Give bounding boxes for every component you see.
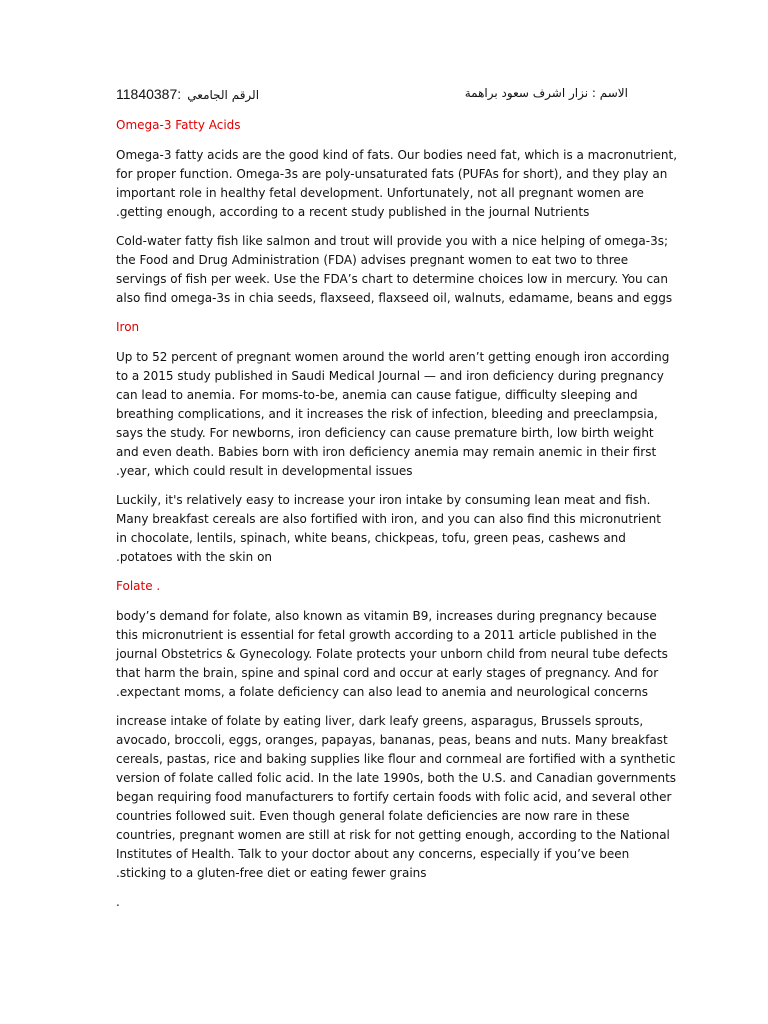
text-line: countries, pregnant women are still at risk for not getting enough, according to the National <box>116 828 670 842</box>
text-line: also find omega-3s in chia seeds, flaxseed, flaxseed oil, walnuts, edamame, beans and eggs <box>116 291 673 305</box>
text-line: version of folate called folic acid. In the late 1990s, both the U.S. and Canadian governments <box>116 771 677 785</box>
student-header <box>116 86 628 106</box>
section-heading-omega3: Omega-3 Fatty Acids <box>116 118 241 132</box>
document-body <box>116 116 678 912</box>
student-id-number: 11840387: <box>116 86 182 102</box>
text-line: body’s demand for folate, also known as vitamin B9, increases during pregnancy because <box>116 609 657 623</box>
text-line: to a 2015 study published in Saudi Medical Journal — and iron deficiency during pregnancy <box>116 369 664 383</box>
text-line: .sticking to a gluten-free diet or eating fewer grains <box>116 866 427 880</box>
text-line: that harm the brain, spine and spinal cord and occur at early stages of pregnancy. And for <box>116 666 659 680</box>
text-line: Up to 52 percent of pregnant women around the world aren’t getting enough iron according <box>116 350 670 364</box>
student-id-label: الرقم الجامعي <box>187 88 260 102</box>
text-line: .expectant moms, a folate deficiency can also lead to anemia and neurological concerns <box>116 685 648 699</box>
section-folate <box>116 577 677 883</box>
text-line: and even death. Babies born with iron deficiency anemia may remain anemic in their first <box>116 445 657 459</box>
text-line: the Food and Drug Administration (FDA) advises pregnant women to eat two to three <box>116 253 629 267</box>
paragraph <box>116 348 670 481</box>
text-line: Institutes of Health. Talk to your doctor about any concerns, especially if you’ve been <box>116 847 630 861</box>
text-line: .year, which could result in developmental issues <box>116 464 413 478</box>
text-line: servings of fish per week. Use the FDA’s chart to determine choices low in mercury. You can <box>116 272 669 286</box>
text-line: Omega-3 fatty acids are the good kind of fats. Our bodies need fat, which is a macronutrient, <box>116 148 678 162</box>
text-line: Luckily, it's relatively easy to increase your iron intake by consuming lean meat and fish. <box>116 493 651 507</box>
text-line: Many breakfast cereals are also fortified with iron, and you can also find this micronutrient <box>116 512 661 526</box>
student-name: الاسم : نزار اشرف سعود براهمة <box>464 86 628 100</box>
paragraph <box>116 232 673 308</box>
text-line: breathing complications, and it increases the risk of infection, bleeding and preeclampsia, <box>116 407 658 421</box>
paragraph <box>116 491 661 567</box>
section-iron <box>116 318 670 567</box>
trailing-period: . <box>116 895 120 909</box>
student-id <box>116 86 259 103</box>
text-line: .potatoes with the skin on <box>116 550 273 564</box>
text-line: avocado, broccoli, eggs, oranges, papayas, bananas, peas, beans and nuts. Many breakfast <box>116 733 668 747</box>
paragraph <box>116 607 668 702</box>
paragraph <box>116 146 678 222</box>
text-line: Cold-water fatty fish like salmon and trout will provide you with a nice helping of omega-3s; <box>116 234 669 248</box>
section-omega3 <box>116 116 678 308</box>
section-heading-iron: Iron <box>116 320 140 334</box>
text-line: began requiring food manufacturers to fortify certain foods with folic acid, and several other <box>116 790 672 804</box>
text-line: countries followed suit. Even though general folate deficiencies are now rare in these <box>116 809 630 823</box>
text-line: important role in healthy fetal development. Unfortunately, not all pregnant women are <box>116 186 644 200</box>
text-line: this micronutrient is essential for fetal growth according to a 2011 article published in the <box>116 628 657 642</box>
text-line: journal Obstetrics & Gynecology. Folate protects your unborn child from neural tube defects <box>116 647 668 661</box>
text-line: in chocolate, lentils, spinach, white beans, chickpeas, tofu, green peas, cashews and <box>116 531 626 545</box>
text-line: can lead to anemia. For moms-to-be, anemia can cause fatigue, difficulty sleeping and <box>116 388 638 402</box>
paragraph <box>116 712 677 883</box>
text-line: .getting enough, according to a recent study published in the journal Nutrients <box>116 205 590 219</box>
text-line: for proper function. Omega-3s are poly-unsaturated fats (PUFAs for short), and they play an <box>116 167 668 181</box>
section-heading-folate: Folate . <box>116 579 161 593</box>
text-line: says the study. For newborns, iron deficiency can cause premature birth, low birth weight <box>116 426 654 440</box>
text-line: increase intake of folate by eating liver, dark leafy greens, asparagus, Brussels sprouts, <box>116 714 644 728</box>
text-line: cereals, pastas, rice and baking supplies like flour and cornmeal are fortified with a synthetic <box>116 752 676 766</box>
